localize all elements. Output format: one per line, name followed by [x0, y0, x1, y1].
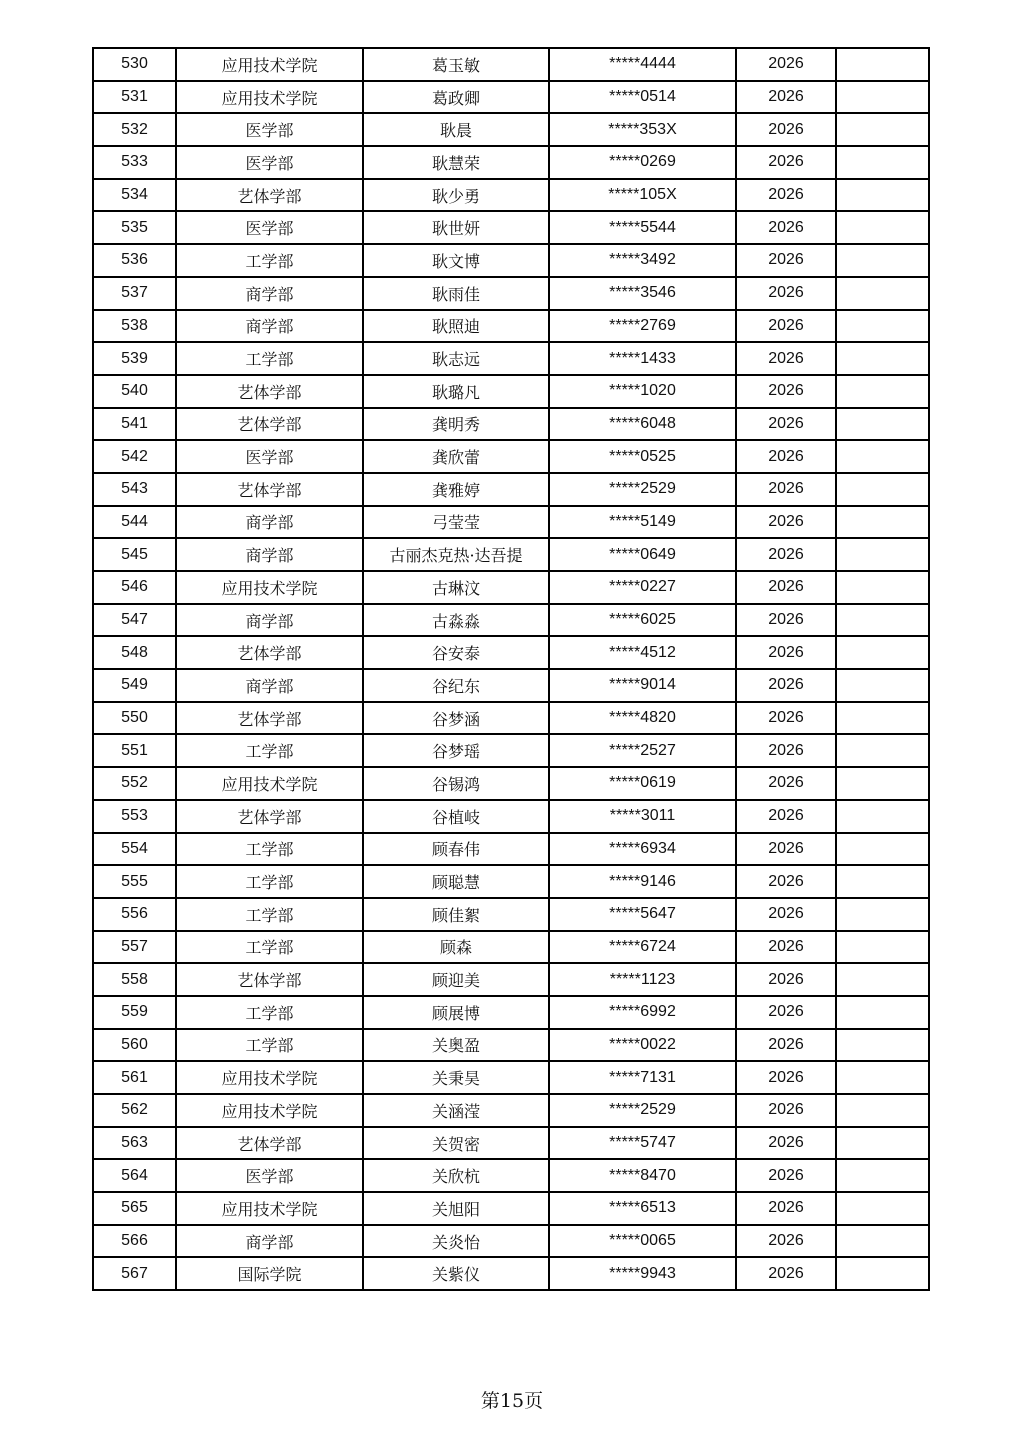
department-cell: 艺体学部 — [176, 800, 363, 833]
student-name-cell: 顾聪慧 — [363, 865, 549, 898]
row-number-cell: 546 — [93, 571, 176, 604]
id-number-cell: *****5544 — [549, 211, 736, 244]
remark-cell — [836, 931, 929, 964]
department-cell: 工学部 — [176, 996, 363, 1029]
table-row — [93, 996, 929, 1029]
student-name-cell: 顾展博 — [363, 996, 549, 1029]
student-name-cell: 关涵滢 — [363, 1094, 549, 1127]
department-cell: 艺体学部 — [176, 702, 363, 735]
page-number: 第15页 — [480, 1390, 544, 1412]
year-cell: 2026 — [736, 865, 836, 898]
table-row — [93, 310, 929, 343]
year-cell: 2026 — [736, 408, 836, 441]
row-number-cell: 535 — [93, 211, 176, 244]
roster-table — [92, 47, 930, 1291]
remark-cell — [836, 342, 929, 375]
table-row — [93, 375, 929, 408]
student-name-cell: 顾迎美 — [363, 963, 549, 996]
id-number-cell: *****6934 — [549, 833, 736, 866]
table-row — [93, 1029, 929, 1062]
roster-sheet — [92, 47, 930, 1291]
year-cell: 2026 — [736, 538, 836, 571]
remark-cell — [836, 1159, 929, 1192]
id-number-cell: *****8470 — [549, 1159, 736, 1192]
department-cell: 应用技术学院 — [176, 81, 363, 114]
row-number-cell: 542 — [93, 440, 176, 473]
year-cell: 2026 — [736, 1127, 836, 1160]
year-cell: 2026 — [736, 473, 836, 506]
student-name-cell: 谷植岐 — [363, 800, 549, 833]
id-number-cell: *****105X — [549, 179, 736, 212]
remark-cell — [836, 244, 929, 277]
id-number-cell: *****1433 — [549, 342, 736, 375]
row-number-cell: 550 — [93, 702, 176, 735]
row-number-cell: 548 — [93, 636, 176, 669]
student-name-cell: 古丽杰克热·达吾提 — [363, 538, 549, 571]
year-cell: 2026 — [736, 310, 836, 343]
year-cell: 2026 — [736, 375, 836, 408]
department-cell: 医学部 — [176, 211, 363, 244]
department-cell: 医学部 — [176, 1159, 363, 1192]
id-number-cell: *****6513 — [549, 1192, 736, 1225]
id-number-cell: *****1123 — [549, 963, 736, 996]
year-cell: 2026 — [736, 800, 836, 833]
row-number-cell: 538 — [93, 310, 176, 343]
department-cell: 工学部 — [176, 244, 363, 277]
student-name-cell: 谷梦涵 — [363, 702, 549, 735]
id-number-cell: *****0269 — [549, 146, 736, 179]
student-name-cell: 谷安泰 — [363, 636, 549, 669]
id-number-cell: *****3492 — [549, 244, 736, 277]
remark-cell — [836, 865, 929, 898]
student-name-cell: 耿照迪 — [363, 310, 549, 343]
remark-cell — [836, 81, 929, 114]
table-row — [93, 146, 929, 179]
student-name-cell: 葛政卿 — [363, 81, 549, 114]
id-number-cell: *****0065 — [549, 1225, 736, 1258]
department-cell: 工学部 — [176, 931, 363, 964]
row-number-cell: 564 — [93, 1159, 176, 1192]
department-cell: 医学部 — [176, 113, 363, 146]
remark-cell — [836, 538, 929, 571]
remark-cell — [836, 473, 929, 506]
id-number-cell: *****353X — [549, 113, 736, 146]
table-row — [93, 898, 929, 931]
department-cell: 艺体学部 — [176, 179, 363, 212]
year-cell: 2026 — [736, 146, 836, 179]
table-row — [93, 1061, 929, 1094]
remark-cell — [836, 179, 929, 212]
year-cell: 2026 — [736, 1159, 836, 1192]
table-row — [93, 1257, 929, 1290]
department-cell: 商学部 — [176, 538, 363, 571]
table-row — [93, 571, 929, 604]
row-number-cell: 562 — [93, 1094, 176, 1127]
department-cell: 应用技术学院 — [176, 571, 363, 604]
row-number-cell: 549 — [93, 669, 176, 702]
year-cell: 2026 — [736, 342, 836, 375]
student-name-cell: 关奥盈 — [363, 1029, 549, 1062]
student-name-cell: 关秉昊 — [363, 1061, 549, 1094]
student-name-cell: 龚明秀 — [363, 408, 549, 441]
remark-cell — [836, 440, 929, 473]
table-row — [93, 277, 929, 310]
id-number-cell: *****2529 — [549, 1094, 736, 1127]
table-row — [93, 342, 929, 375]
table-row — [93, 963, 929, 996]
id-number-cell: *****0227 — [549, 571, 736, 604]
department-cell: 医学部 — [176, 440, 363, 473]
department-cell: 工学部 — [176, 833, 363, 866]
table-row — [93, 211, 929, 244]
remark-cell — [836, 1029, 929, 1062]
row-number-cell: 537 — [93, 277, 176, 310]
student-name-cell: 谷纪东 — [363, 669, 549, 702]
row-number-cell: 563 — [93, 1127, 176, 1160]
department-cell: 应用技术学院 — [176, 1094, 363, 1127]
id-number-cell: *****5647 — [549, 898, 736, 931]
id-number-cell: *****6992 — [549, 996, 736, 1029]
department-cell: 应用技术学院 — [176, 48, 363, 81]
remark-cell — [836, 375, 929, 408]
remark-cell — [836, 734, 929, 767]
year-cell: 2026 — [736, 604, 836, 637]
remark-cell — [836, 277, 929, 310]
remark-cell — [836, 1257, 929, 1290]
student-name-cell: 顾佳絮 — [363, 898, 549, 931]
row-number-cell: 554 — [93, 833, 176, 866]
year-cell: 2026 — [736, 1094, 836, 1127]
row-number-cell: 559 — [93, 996, 176, 1029]
row-number-cell: 560 — [93, 1029, 176, 1062]
department-cell: 艺体学部 — [176, 1127, 363, 1160]
remark-cell — [836, 963, 929, 996]
year-cell: 2026 — [736, 1225, 836, 1258]
department-cell: 艺体学部 — [176, 375, 363, 408]
id-number-cell: *****2529 — [549, 473, 736, 506]
id-number-cell: *****6724 — [549, 931, 736, 964]
remark-cell — [836, 833, 929, 866]
student-name-cell: 耿慧荣 — [363, 146, 549, 179]
year-cell: 2026 — [736, 898, 836, 931]
department-cell: 工学部 — [176, 898, 363, 931]
row-number-cell: 533 — [93, 146, 176, 179]
year-cell: 2026 — [736, 931, 836, 964]
row-number-cell: 532 — [93, 113, 176, 146]
id-number-cell: *****3011 — [549, 800, 736, 833]
department-cell: 艺体学部 — [176, 636, 363, 669]
table-row — [93, 800, 929, 833]
year-cell: 2026 — [736, 48, 836, 81]
table-row — [93, 113, 929, 146]
remark-cell — [836, 146, 929, 179]
remark-cell — [836, 604, 929, 637]
row-number-cell: 536 — [93, 244, 176, 277]
year-cell: 2026 — [736, 963, 836, 996]
table-row — [93, 636, 929, 669]
id-number-cell: *****0525 — [549, 440, 736, 473]
roster-table-body — [93, 48, 929, 1290]
table-row — [93, 669, 929, 702]
row-number-cell: 541 — [93, 408, 176, 441]
table-row — [93, 767, 929, 800]
department-cell: 国际学院 — [176, 1257, 363, 1290]
id-number-cell: *****4820 — [549, 702, 736, 735]
year-cell: 2026 — [736, 767, 836, 800]
row-number-cell: 561 — [93, 1061, 176, 1094]
table-row — [93, 1127, 929, 1160]
student-name-cell: 古琳汶 — [363, 571, 549, 604]
id-number-cell: *****1020 — [549, 375, 736, 408]
row-number-cell: 545 — [93, 538, 176, 571]
student-name-cell: 关紫仪 — [363, 1257, 549, 1290]
year-cell: 2026 — [736, 996, 836, 1029]
student-name-cell: 葛玉敏 — [363, 48, 549, 81]
id-number-cell: *****6025 — [549, 604, 736, 637]
remark-cell — [836, 1192, 929, 1225]
table-row — [93, 1192, 929, 1225]
remark-cell — [836, 996, 929, 1029]
row-number-cell: 539 — [93, 342, 176, 375]
department-cell: 应用技术学院 — [176, 767, 363, 800]
remark-cell — [836, 669, 929, 702]
id-number-cell: *****5747 — [549, 1127, 736, 1160]
student-name-cell: 关旭阳 — [363, 1192, 549, 1225]
year-cell: 2026 — [736, 669, 836, 702]
table-row — [93, 473, 929, 506]
row-number-cell: 540 — [93, 375, 176, 408]
remark-cell — [836, 1094, 929, 1127]
table-row — [93, 538, 929, 571]
remark-cell — [836, 48, 929, 81]
id-number-cell: *****6048 — [549, 408, 736, 441]
table-row — [93, 179, 929, 212]
id-number-cell: *****5149 — [549, 506, 736, 539]
table-row — [93, 865, 929, 898]
student-name-cell: 古淼淼 — [363, 604, 549, 637]
student-name-cell: 龚欣蕾 — [363, 440, 549, 473]
department-cell: 医学部 — [176, 146, 363, 179]
remark-cell — [836, 310, 929, 343]
remark-cell — [836, 211, 929, 244]
table-row — [93, 81, 929, 114]
department-cell: 艺体学部 — [176, 408, 363, 441]
student-name-cell: 关炎怡 — [363, 1225, 549, 1258]
student-name-cell: 耿志远 — [363, 342, 549, 375]
year-cell: 2026 — [736, 571, 836, 604]
department-cell: 应用技术学院 — [176, 1061, 363, 1094]
year-cell: 2026 — [736, 113, 836, 146]
year-cell: 2026 — [736, 1061, 836, 1094]
student-name-cell: 关欣杭 — [363, 1159, 549, 1192]
row-number-cell: 543 — [93, 473, 176, 506]
year-cell: 2026 — [736, 702, 836, 735]
year-cell: 2026 — [736, 277, 836, 310]
id-number-cell: *****2527 — [549, 734, 736, 767]
id-number-cell: *****4444 — [549, 48, 736, 81]
year-cell: 2026 — [736, 1192, 836, 1225]
table-row — [93, 702, 929, 735]
row-number-cell: 553 — [93, 800, 176, 833]
remark-cell — [836, 800, 929, 833]
row-number-cell: 555 — [93, 865, 176, 898]
id-number-cell: *****9943 — [549, 1257, 736, 1290]
table-row — [93, 408, 929, 441]
year-cell: 2026 — [736, 833, 836, 866]
table-row — [93, 604, 929, 637]
row-number-cell: 530 — [93, 48, 176, 81]
year-cell: 2026 — [736, 244, 836, 277]
department-cell: 商学部 — [176, 669, 363, 702]
department-cell: 艺体学部 — [176, 473, 363, 506]
year-cell: 2026 — [736, 211, 836, 244]
id-number-cell: *****4512 — [549, 636, 736, 669]
student-name-cell: 谷梦瑶 — [363, 734, 549, 767]
row-number-cell: 547 — [93, 604, 176, 637]
year-cell: 2026 — [736, 506, 836, 539]
id-number-cell: *****9146 — [549, 865, 736, 898]
student-name-cell: 顾森 — [363, 931, 549, 964]
table-row — [93, 1159, 929, 1192]
remark-cell — [836, 1225, 929, 1258]
row-number-cell: 556 — [93, 898, 176, 931]
student-name-cell: 龚雅婷 — [363, 473, 549, 506]
remark-cell — [836, 767, 929, 800]
department-cell: 工学部 — [176, 342, 363, 375]
row-number-cell: 565 — [93, 1192, 176, 1225]
table-row — [93, 734, 929, 767]
student-name-cell: 弓莹莹 — [363, 506, 549, 539]
year-cell: 2026 — [736, 81, 836, 114]
table-row — [93, 931, 929, 964]
row-number-cell: 566 — [93, 1225, 176, 1258]
id-number-cell: *****0649 — [549, 538, 736, 571]
department-cell: 商学部 — [176, 506, 363, 539]
year-cell: 2026 — [736, 440, 836, 473]
id-number-cell: *****0514 — [549, 81, 736, 114]
remark-cell — [836, 898, 929, 931]
table-row — [93, 506, 929, 539]
department-cell: 艺体学部 — [176, 963, 363, 996]
remark-cell — [836, 408, 929, 441]
department-cell: 商学部 — [176, 1225, 363, 1258]
row-number-cell: 552 — [93, 767, 176, 800]
table-row — [93, 833, 929, 866]
year-cell: 2026 — [736, 1257, 836, 1290]
remark-cell — [836, 702, 929, 735]
id-number-cell: *****7131 — [549, 1061, 736, 1094]
id-number-cell: *****2769 — [549, 310, 736, 343]
id-number-cell: *****3546 — [549, 277, 736, 310]
student-name-cell: 耿少勇 — [363, 179, 549, 212]
remark-cell — [836, 506, 929, 539]
year-cell: 2026 — [736, 636, 836, 669]
student-name-cell: 耿文博 — [363, 244, 549, 277]
remark-cell — [836, 1061, 929, 1094]
remark-cell — [836, 636, 929, 669]
department-cell: 应用技术学院 — [176, 1192, 363, 1225]
remark-cell — [836, 1127, 929, 1160]
year-cell: 2026 — [736, 1029, 836, 1062]
row-number-cell: 531 — [93, 81, 176, 114]
student-name-cell: 谷锡鸿 — [363, 767, 549, 800]
table-row — [93, 244, 929, 277]
row-number-cell: 567 — [93, 1257, 176, 1290]
year-cell: 2026 — [736, 179, 836, 212]
row-number-cell: 557 — [93, 931, 176, 964]
id-number-cell: *****9014 — [549, 669, 736, 702]
student-name-cell: 耿晨 — [363, 113, 549, 146]
year-cell: 2026 — [736, 734, 836, 767]
department-cell: 工学部 — [176, 734, 363, 767]
row-number-cell: 544 — [93, 506, 176, 539]
row-number-cell: 558 — [93, 963, 176, 996]
id-number-cell: *****0619 — [549, 767, 736, 800]
department-cell: 商学部 — [176, 310, 363, 343]
department-cell: 工学部 — [176, 865, 363, 898]
id-number-cell: *****0022 — [549, 1029, 736, 1062]
department-cell: 工学部 — [176, 1029, 363, 1062]
student-name-cell: 耿世妍 — [363, 211, 549, 244]
table-row — [93, 440, 929, 473]
table-row — [93, 1094, 929, 1127]
student-name-cell: 顾春伟 — [363, 833, 549, 866]
row-number-cell: 551 — [93, 734, 176, 767]
table-row — [93, 48, 929, 81]
student-name-cell: 耿璐凡 — [363, 375, 549, 408]
row-number-cell: 534 — [93, 179, 176, 212]
student-name-cell: 耿雨佳 — [363, 277, 549, 310]
department-cell: 商学部 — [176, 604, 363, 637]
remark-cell — [836, 571, 929, 604]
student-name-cell: 关贺密 — [363, 1127, 549, 1160]
remark-cell — [836, 113, 929, 146]
department-cell: 商学部 — [176, 277, 363, 310]
table-row — [93, 1225, 929, 1258]
